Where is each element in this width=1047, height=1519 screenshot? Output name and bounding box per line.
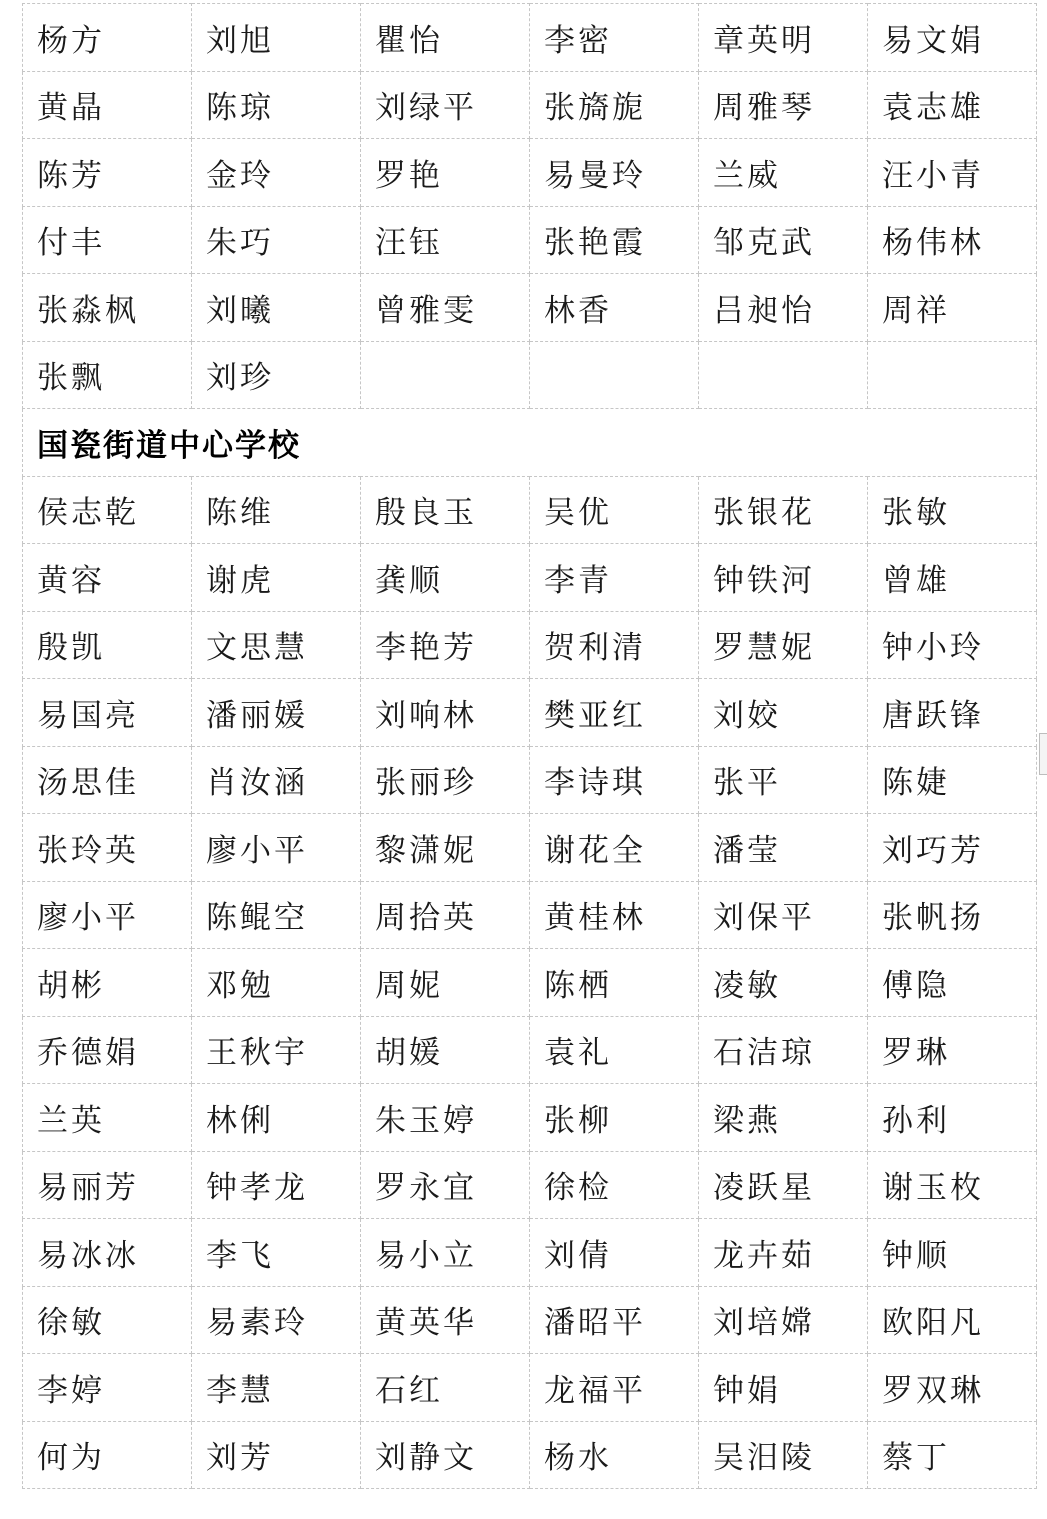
name-cell: 曾雄	[868, 544, 1037, 612]
name-cell: 黄容	[23, 544, 192, 612]
name-cell: 杨水	[530, 1421, 699, 1489]
name-cell: 乔德娟	[23, 1016, 192, 1084]
name-cell: 张敏	[868, 476, 1037, 544]
table-row	[23, 1151, 1037, 1219]
section-title: 国瓷街道中心学校	[23, 409, 1037, 477]
name-cell: 易小立	[361, 1219, 530, 1287]
name-cell: 刘珍	[192, 341, 361, 409]
name-cell: 钟娟	[699, 1354, 868, 1422]
name-cell: 潘丽媛	[192, 679, 361, 747]
name-cell: 孙利	[868, 1084, 1037, 1152]
name-cell: 邓勉	[192, 949, 361, 1017]
name-cell: 陈芳	[23, 139, 192, 207]
name-cell: 张银花	[699, 476, 868, 544]
table-row	[23, 1084, 1037, 1152]
name-cell: 樊亚红	[530, 679, 699, 747]
name-cell: 张丽珍	[361, 746, 530, 814]
name-cell: 胡彬	[23, 949, 192, 1017]
name-table-body	[23, 4, 1037, 1489]
name-cell: 陈琼	[192, 71, 361, 139]
name-cell: 张平	[699, 746, 868, 814]
name-cell: 刘姣	[699, 679, 868, 747]
name-cell: 杨伟林	[868, 206, 1037, 274]
name-cell: 易曼玲	[530, 139, 699, 207]
name-cell: 付丰	[23, 206, 192, 274]
name-cell: 刘绿平	[361, 71, 530, 139]
name-cell: 钟小玲	[868, 611, 1037, 679]
name-cell: 廖小平	[192, 814, 361, 882]
name-cell: 刘曦	[192, 274, 361, 342]
name-cell: 罗慧妮	[699, 611, 868, 679]
name-cell: 钟铁河	[699, 544, 868, 612]
table-row	[23, 1219, 1037, 1287]
name-cell: 汪钰	[361, 206, 530, 274]
name-cell: 傅隐	[868, 949, 1037, 1017]
table-row	[23, 206, 1037, 274]
name-cell: 曾雅雯	[361, 274, 530, 342]
empty-cell	[868, 341, 1037, 409]
name-cell: 张帆扬	[868, 881, 1037, 949]
name-cell: 张旖旎	[530, 71, 699, 139]
name-cell: 殷凯	[23, 611, 192, 679]
name-cell: 周雅琴	[699, 71, 868, 139]
name-cell: 吴汨陵	[699, 1421, 868, 1489]
name-cell: 罗双琳	[868, 1354, 1037, 1422]
name-cell: 凌跃星	[699, 1151, 868, 1219]
name-cell: 罗永宜	[361, 1151, 530, 1219]
table-row	[23, 274, 1037, 342]
name-cell: 金玲	[192, 139, 361, 207]
name-cell: 蔡丁	[868, 1421, 1037, 1489]
name-cell: 黎潇妮	[361, 814, 530, 882]
name-cell: 李慧	[192, 1354, 361, 1422]
name-cell: 廖小平	[23, 881, 192, 949]
name-cell: 李艳芳	[361, 611, 530, 679]
table-row	[23, 341, 1037, 409]
name-cell: 李青	[530, 544, 699, 612]
name-cell: 梁燕	[699, 1084, 868, 1152]
name-cell: 胡媛	[361, 1016, 530, 1084]
name-cell: 周妮	[361, 949, 530, 1017]
name-cell: 张淼枫	[23, 274, 192, 342]
name-cell: 杨方	[23, 4, 192, 72]
table-row	[23, 1286, 1037, 1354]
table-row	[23, 4, 1037, 72]
name-cell: 易素玲	[192, 1286, 361, 1354]
table-row	[23, 881, 1037, 949]
name-table	[22, 3, 1037, 1489]
name-cell: 欧阳凡	[868, 1286, 1037, 1354]
name-cell: 文思慧	[192, 611, 361, 679]
table-row	[23, 1421, 1037, 1489]
page-edge-handle[interactable]	[1039, 733, 1047, 775]
name-cell: 龚顺	[361, 544, 530, 612]
name-cell: 汪小青	[868, 139, 1037, 207]
name-cell: 钟孝龙	[192, 1151, 361, 1219]
name-cell: 刘响林	[361, 679, 530, 747]
name-cell: 兰英	[23, 1084, 192, 1152]
name-cell: 石洁琼	[699, 1016, 868, 1084]
name-cell: 龙卉茹	[699, 1219, 868, 1287]
name-cell: 周祥	[868, 274, 1037, 342]
table-row	[23, 476, 1037, 544]
name-cell: 潘昭平	[530, 1286, 699, 1354]
name-cell: 兰威	[699, 139, 868, 207]
name-cell: 侯志乾	[23, 476, 192, 544]
table-row	[23, 814, 1037, 882]
name-cell: 李飞	[192, 1219, 361, 1287]
name-cell: 谢玉枚	[868, 1151, 1037, 1219]
name-cell: 易国亮	[23, 679, 192, 747]
name-cell: 刘保平	[699, 881, 868, 949]
name-cell: 何为	[23, 1421, 192, 1489]
section-header-row	[23, 409, 1037, 477]
name-cell: 龙福平	[530, 1354, 699, 1422]
name-cell: 张艳霞	[530, 206, 699, 274]
name-cell: 周拾英	[361, 881, 530, 949]
name-cell: 张玲英	[23, 814, 192, 882]
name-cell: 张飘	[23, 341, 192, 409]
name-cell: 张柳	[530, 1084, 699, 1152]
table-row	[23, 949, 1037, 1017]
name-cell: 朱玉婷	[361, 1084, 530, 1152]
name-cell: 刘巧芳	[868, 814, 1037, 882]
name-cell: 刘倩	[530, 1219, 699, 1287]
name-cell: 刘芳	[192, 1421, 361, 1489]
name-cell: 谢虎	[192, 544, 361, 612]
name-cell: 王秋宇	[192, 1016, 361, 1084]
name-cell: 李密	[530, 4, 699, 72]
name-cell: 吕昶怡	[699, 274, 868, 342]
name-cell: 林俐	[192, 1084, 361, 1152]
name-cell: 陈维	[192, 476, 361, 544]
empty-cell	[530, 341, 699, 409]
name-cell: 谢花全	[530, 814, 699, 882]
name-cell: 徐敏	[23, 1286, 192, 1354]
name-cell: 易文娟	[868, 4, 1037, 72]
name-cell: 李诗琪	[530, 746, 699, 814]
name-cell: 袁礼	[530, 1016, 699, 1084]
name-cell: 肖汝涵	[192, 746, 361, 814]
name-cell: 袁志雄	[868, 71, 1037, 139]
name-cell: 朱巧	[192, 206, 361, 274]
name-cell: 林香	[530, 274, 699, 342]
name-cell: 黄晶	[23, 71, 192, 139]
name-cell: 罗琳	[868, 1016, 1037, 1084]
name-cell: 唐跃锋	[868, 679, 1037, 747]
table-row	[23, 1354, 1037, 1422]
name-cell: 刘旭	[192, 4, 361, 72]
name-cell: 易丽芳	[23, 1151, 192, 1219]
table-row	[23, 544, 1037, 612]
name-cell: 汤思佳	[23, 746, 192, 814]
name-cell: 陈婕	[868, 746, 1037, 814]
name-cell: 李婷	[23, 1354, 192, 1422]
name-cell: 瞿怡	[361, 4, 530, 72]
name-cell: 吴优	[530, 476, 699, 544]
table-row	[23, 679, 1037, 747]
name-cell: 黄英华	[361, 1286, 530, 1354]
name-cell: 殷良玉	[361, 476, 530, 544]
empty-cell	[699, 341, 868, 409]
name-cell: 石红	[361, 1354, 530, 1422]
name-cell: 章英明	[699, 4, 868, 72]
name-cell: 陈鲲空	[192, 881, 361, 949]
name-cell: 徐检	[530, 1151, 699, 1219]
name-cell: 陈栖	[530, 949, 699, 1017]
table-row	[23, 139, 1037, 207]
name-cell: 黄桂林	[530, 881, 699, 949]
name-cell: 刘静文	[361, 1421, 530, 1489]
name-cell: 钟顺	[868, 1219, 1037, 1287]
name-cell: 罗艳	[361, 139, 530, 207]
document-page	[22, 3, 1036, 1489]
table-row	[23, 1016, 1037, 1084]
name-cell: 贺利清	[530, 611, 699, 679]
table-row	[23, 611, 1037, 679]
name-cell: 邹克武	[699, 206, 868, 274]
table-row	[23, 71, 1037, 139]
table-row	[23, 746, 1037, 814]
name-cell: 凌敏	[699, 949, 868, 1017]
empty-cell	[361, 341, 530, 409]
name-cell: 刘培嫦	[699, 1286, 868, 1354]
name-cell: 易冰冰	[23, 1219, 192, 1287]
name-cell: 潘莹	[699, 814, 868, 882]
